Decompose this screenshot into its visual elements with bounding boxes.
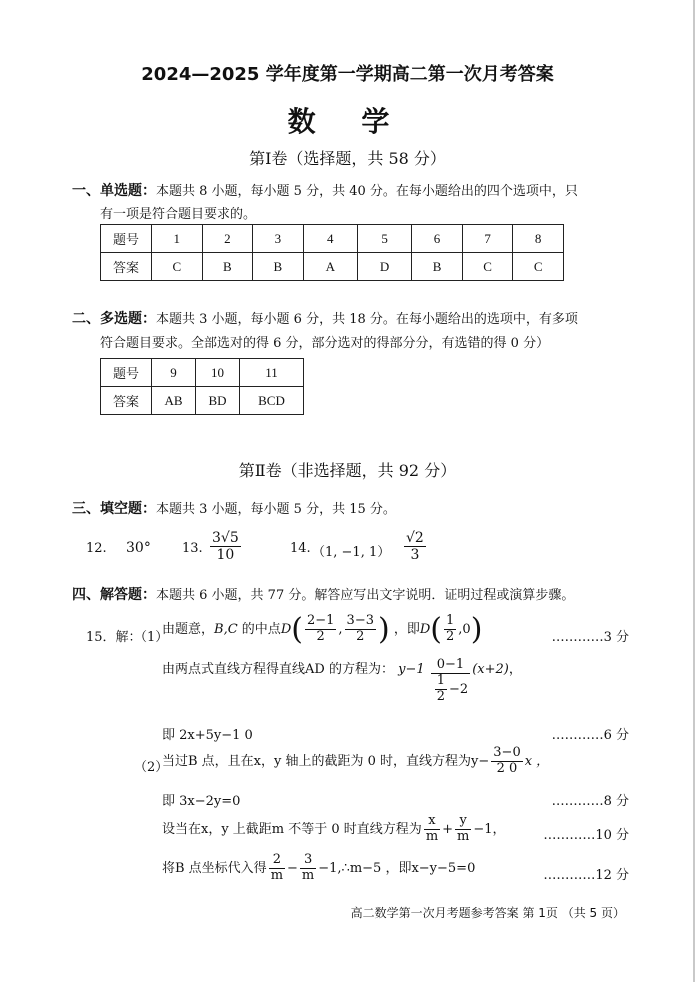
section-multi-choice: [72, 308, 578, 328]
table-cell: 10: [195, 359, 239, 387]
table-cell: B: [202, 253, 253, 281]
table-cell: A: [303, 253, 357, 281]
table-cell: C: [152, 253, 203, 281]
table-cell: 11: [239, 359, 303, 387]
section-text: 本题共 3 小题，每小题 5 分，共 15 分。: [156, 502, 396, 517]
table-header-cell: 答案: [101, 253, 152, 281]
fraction-numerator: 3√5: [212, 530, 239, 546]
text: y−1: [398, 662, 425, 677]
part-one-label: （1）: [134, 630, 169, 645]
table-cell: 5: [357, 225, 411, 253]
fraction-numerator: √2: [406, 530, 424, 546]
table-cell: B: [253, 253, 304, 281]
score-mark: …………3 分: [551, 630, 629, 645]
fraction-numerator: x: [424, 814, 440, 830]
table-cell: 7: [462, 225, 513, 253]
table-cell: BCD: [239, 387, 303, 415]
score-mark: …………6 分: [551, 728, 629, 743]
fraction-denominator: m: [425, 828, 439, 844]
text: D: [419, 622, 431, 637]
q12-label: 12.: [86, 541, 107, 556]
table-cell: 6: [412, 225, 463, 253]
q13-label: 13.: [182, 541, 203, 556]
text: ，: [508, 662, 522, 677]
table-cell: 9: [152, 359, 196, 387]
score-mark: …………10 分: [543, 828, 629, 843]
q14-answer: （1, −1, 1）: [312, 545, 391, 560]
q15-line-1: 由题意，B,C 的中点D( $\frac{2-1}{2}$ , $\frac{3-3}{2}$ ) ，即D( $\frac{1}{2}$ ,0): [162, 612, 483, 647]
table-cell: 4: [303, 225, 357, 253]
table-cell: D: [357, 253, 411, 281]
text: −2: [449, 681, 469, 697]
section-head: 二、多选题：: [72, 311, 156, 327]
single-choice-table: [100, 224, 564, 281]
q14-fraction: [402, 530, 428, 563]
q15-label: 15．解：: [86, 630, 142, 645]
fraction-denominator: 2: [316, 629, 325, 644]
text: B,C: [214, 622, 238, 637]
table-cell: 3: [253, 225, 304, 253]
section-head: 四、解答题：: [72, 587, 156, 603]
text: −1,∴m−5 ，即x−y−5=0: [318, 860, 476, 876]
text: −1，: [473, 821, 506, 837]
fraction-numerator: 1: [446, 613, 455, 629]
fraction-numerator: 3−3: [346, 613, 374, 629]
q15-line-2: [162, 658, 522, 705]
table-cell: C: [513, 253, 564, 281]
table-cell: 2: [202, 225, 253, 253]
score-mark: …………12 分: [543, 868, 629, 883]
fraction-denominator: 2 0: [496, 760, 518, 776]
page-footer: 高二数学第一次月考题参考答案 第 1页 （共 5 页）: [350, 906, 625, 920]
text: 的中点: [241, 622, 281, 637]
text: 由题意，: [162, 622, 215, 637]
fraction-numerator: 2: [269, 853, 285, 869]
text: ,0: [458, 622, 471, 637]
q15-line-3: 即 2x+5y−1 0: [162, 728, 253, 743]
section-solutions: [72, 584, 574, 604]
part-two-title: 第Ⅱ卷（非选择题，共 92 分）: [238, 461, 457, 480]
table-row: [101, 387, 304, 415]
text: +: [442, 821, 454, 837]
table-header-cell: 题号: [101, 359, 152, 387]
fraction-numerator: 3: [300, 853, 316, 869]
section-text-cont: 有一项是符合题目要求的。: [100, 207, 257, 222]
document-title: 2024—2025 学年度第一学期高二第一次月考答案: [141, 64, 554, 85]
table-cell: C: [462, 253, 513, 281]
subject-title: 数 学: [287, 105, 408, 138]
section-fill-blank: [72, 498, 396, 518]
text: 设当在x，y 上截距m 不等于 0 时直线方程为: [162, 821, 422, 837]
text: D: [280, 622, 292, 637]
fraction-denominator: 2: [356, 629, 365, 644]
text: (x+2): [472, 662, 509, 677]
fraction-numerator: 3−0: [493, 745, 521, 760]
multi-choice-table: [100, 358, 304, 415]
fraction-denominator: 3: [410, 547, 420, 564]
table-cell: AB: [152, 387, 196, 415]
q13-answer: [208, 530, 243, 563]
part-two-label: （2）: [134, 760, 169, 775]
q15-line-7: [162, 853, 475, 884]
section-text: 本题共 8 小题，每小题 5 分，共 40 分。在每小题给出的四个选项中，只: [156, 184, 578, 199]
q12-answer: 30°: [126, 540, 151, 556]
fraction-denominator: m: [457, 828, 470, 844]
table-cell: 8: [513, 225, 564, 253]
fraction-denominator: 10: [216, 547, 235, 564]
section-head: 三、填空题：: [72, 501, 156, 517]
fraction-numerator: 0−1: [431, 658, 470, 674]
table-cell: B: [412, 253, 463, 281]
fraction-numerator: 2−1: [306, 613, 335, 629]
section-text-cont: 符合题目要求。全部选对的得 6 分，部分选对的得部分分，有选错的得 0 分）: [100, 336, 550, 351]
table-row: [101, 225, 564, 253]
q15-line-5: 即 3x−2y=0: [162, 794, 241, 809]
section-text: 本题共 3 小题，每小题 6 分，共 18 分。在每小题给出的选项中，有多项: [156, 312, 578, 327]
section-head: 一、单选题：: [72, 183, 156, 199]
fraction-denominator: m: [270, 867, 284, 883]
fraction-denominator: m: [301, 867, 315, 883]
q15-line-4: [162, 746, 549, 777]
text: −: [287, 860, 298, 876]
fraction-numerator: y: [455, 814, 471, 830]
section-single-choice: [72, 180, 578, 200]
table-row: [101, 359, 304, 387]
fraction-denominator: 2: [436, 688, 446, 704]
score-mark: …………8 分: [551, 794, 629, 809]
part-one-title: 第Ⅰ卷（选择题，共 58 分）: [249, 149, 446, 168]
table-cell: BD: [195, 387, 239, 415]
text: 将B 点坐标代入得: [162, 860, 267, 876]
text: 由两点式直线方程得直线AD 的方程为：: [162, 662, 394, 677]
q15-line-6: [162, 814, 506, 845]
text: ，即: [393, 622, 420, 637]
section-text: 本题共 6 小题，共 77 分。解答应写出文字说明．证明过程或演算步骤。: [156, 588, 575, 603]
table-header-cell: 答案: [101, 387, 152, 415]
table-cell: 1: [152, 225, 203, 253]
fraction-numerator: 1: [436, 672, 446, 688]
q14-label: 14.: [290, 541, 311, 556]
fraction-denominator: 2: [446, 629, 455, 644]
text: 当过B 点，且在x，y 轴上的截距为 0 时，直线方程为y−: [162, 753, 490, 769]
text: x ，: [524, 753, 550, 769]
table-header-cell: 题号: [101, 225, 152, 253]
table-row: [101, 253, 564, 281]
